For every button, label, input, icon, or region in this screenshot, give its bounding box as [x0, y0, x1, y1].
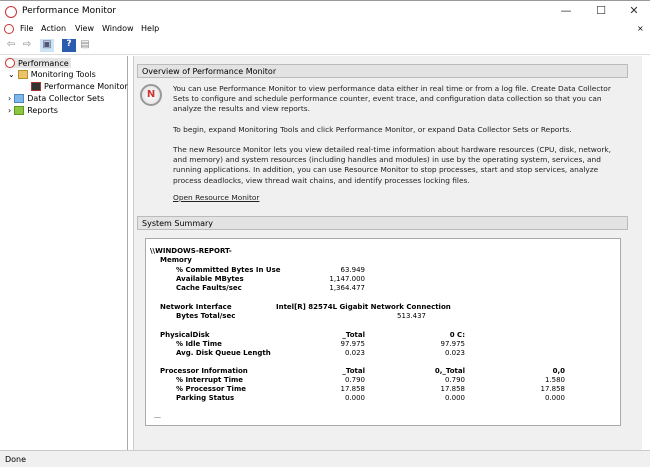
vertical-scrollbar[interactable] — [630, 56, 642, 450]
counter-label: % Processor Time — [176, 385, 246, 393]
close-button[interactable]: ✕ — [629, 4, 639, 17]
counter-value: 63.949 — [340, 266, 365, 274]
status-text: Done — [5, 455, 27, 464]
counter-value: 17.858 — [340, 385, 365, 393]
counter-value: 0.023 — [444, 349, 465, 357]
counter-label: Available MBytes — [176, 275, 244, 283]
tree-item-performance[interactable]: Performance — [5, 58, 71, 68]
counter-value: 0.000 — [344, 394, 365, 402]
toolbar — [0, 37, 650, 55]
counter-label: Parking Status — [176, 394, 235, 402]
app-logo-icon — [5, 6, 17, 18]
tree-item-reports[interactable]: › Reports — [8, 106, 58, 115]
maximize-button[interactable]: ☐ — [596, 4, 606, 17]
instance-header: 0 C: — [449, 331, 465, 339]
menu-bar — [0, 22, 650, 37]
counter-label: % Idle Time — [176, 340, 222, 348]
chevron-right-icon[interactable]: › — [8, 94, 12, 103]
show-hide-tree-icon[interactable]: ▣ — [40, 39, 54, 52]
counter-value: 1,147.000 — [329, 275, 365, 283]
menu-file[interactable]: File — [20, 24, 34, 33]
chevron-down-icon[interactable]: ⌄ — [8, 70, 15, 79]
counter-value: 1,364.477 — [329, 284, 365, 292]
instance-header: 0,_Total — [434, 367, 465, 375]
forward-icon[interactable]: ⇨ — [22, 39, 32, 50]
chart-icon — [31, 82, 41, 91]
performance-monitor-icon: N — [140, 84, 162, 106]
tree-item-monitoring-tools[interactable]: ⌄ Monitoring Tools — [8, 70, 96, 79]
menu-action[interactable]: Action — [41, 24, 67, 33]
title-bar — [0, 0, 650, 22]
overview-paragraph-2: To begin, expand Monitoring Tools and click Performance Monitor, or expand Data Collector Sets or Reports. — [173, 125, 572, 134]
system-summary-header[interactable]: System Summary — [137, 216, 628, 230]
instance-header: 0,0 — [552, 367, 565, 375]
status-bar — [0, 450, 650, 467]
counter-value: 17.858 — [540, 385, 565, 393]
data-collector-icon — [14, 94, 24, 103]
summary-footer-line: — — [154, 413, 161, 421]
tree-item-performance-monitor[interactable]: Performance Monitor — [31, 82, 128, 91]
window-title: Performance Monitor — [22, 6, 117, 16]
tree-item-data-collector-sets[interactable]: › Data Collector Sets — [8, 94, 105, 103]
menu-window[interactable]: Window — [102, 24, 134, 33]
back-icon[interactable]: ⇦ — [6, 39, 16, 50]
properties-icon[interactable]: ▤ — [80, 39, 90, 50]
counter-value: 1.580 — [544, 376, 565, 384]
instance-header: _Total — [342, 367, 365, 375]
counter-value: 0.000 — [444, 394, 465, 402]
counter-label: Cache Faults/sec — [176, 284, 242, 292]
overview-paragraph-3: The new Resource Monitor lets you view detailed real-time information about hardware resources (CPU, disk, network, and memory) and system resources (including handles and modules) in use by the operating system, services, and running applications. In addition, you can use Resource Monitor to stop processes, start and stop services, analyze process deadlocks, view thread wait chains, and identify processes locking files. — [173, 145, 612, 185]
menu-help[interactable]: Help — [141, 24, 160, 33]
counter-value: 0.790 — [344, 376, 365, 384]
processor-label: Processor Information — [160, 367, 248, 375]
mdi-close-icon[interactable]: × — [637, 24, 644, 33]
counter-value: 0.000 — [544, 394, 565, 402]
instance-header: _Total — [342, 331, 365, 339]
counter-label: Avg. Disk Queue Length — [176, 349, 271, 357]
overview-paragraph-1: You can use Performance Monitor to view performance data either in real time or from a log file. Create Data Collector Sets to configure and schedule performance counter, event trace, and configuration data collection so that you can analyze the results and view reports. — [173, 84, 611, 114]
counter-label: % Committed Bytes In Use — [176, 266, 281, 274]
counter-value: 17.858 — [440, 385, 465, 393]
counter-value: 0.790 — [444, 376, 465, 384]
system-menu-icon[interactable] — [4, 24, 14, 34]
counter-value: 0.023 — [344, 349, 365, 357]
navigation-tree — [0, 56, 128, 450]
reports-icon — [14, 106, 24, 115]
minimize-button[interactable]: — — [560, 4, 572, 17]
overview-header[interactable]: Overview of Performance Monitor — [137, 64, 628, 78]
machine-name: \\WINDOWS-REPORT- — [150, 247, 232, 255]
performance-icon — [5, 58, 15, 68]
menu-view[interactable]: View — [75, 24, 94, 33]
disk-label: PhysicalDisk — [160, 331, 210, 339]
memory-label: Memory — [160, 256, 192, 264]
help-icon[interactable]: ? — [62, 39, 76, 52]
network-instance: Intel[R] 82574L Gigabit Network Connection — [276, 303, 451, 311]
counter-label: % Interrupt Time — [176, 376, 244, 384]
counter-value: 97.975 — [340, 340, 365, 348]
network-label: Network Interface — [160, 303, 232, 311]
chevron-right-icon[interactable]: › — [8, 106, 12, 115]
open-resource-monitor-link[interactable]: Open Resource Monitor — [173, 193, 260, 202]
counter-label: Bytes Total/sec — [176, 312, 236, 320]
counter-value: 97.975 — [440, 340, 465, 348]
folder-icon — [18, 70, 28, 79]
counter-value: 513.437 — [397, 312, 426, 320]
